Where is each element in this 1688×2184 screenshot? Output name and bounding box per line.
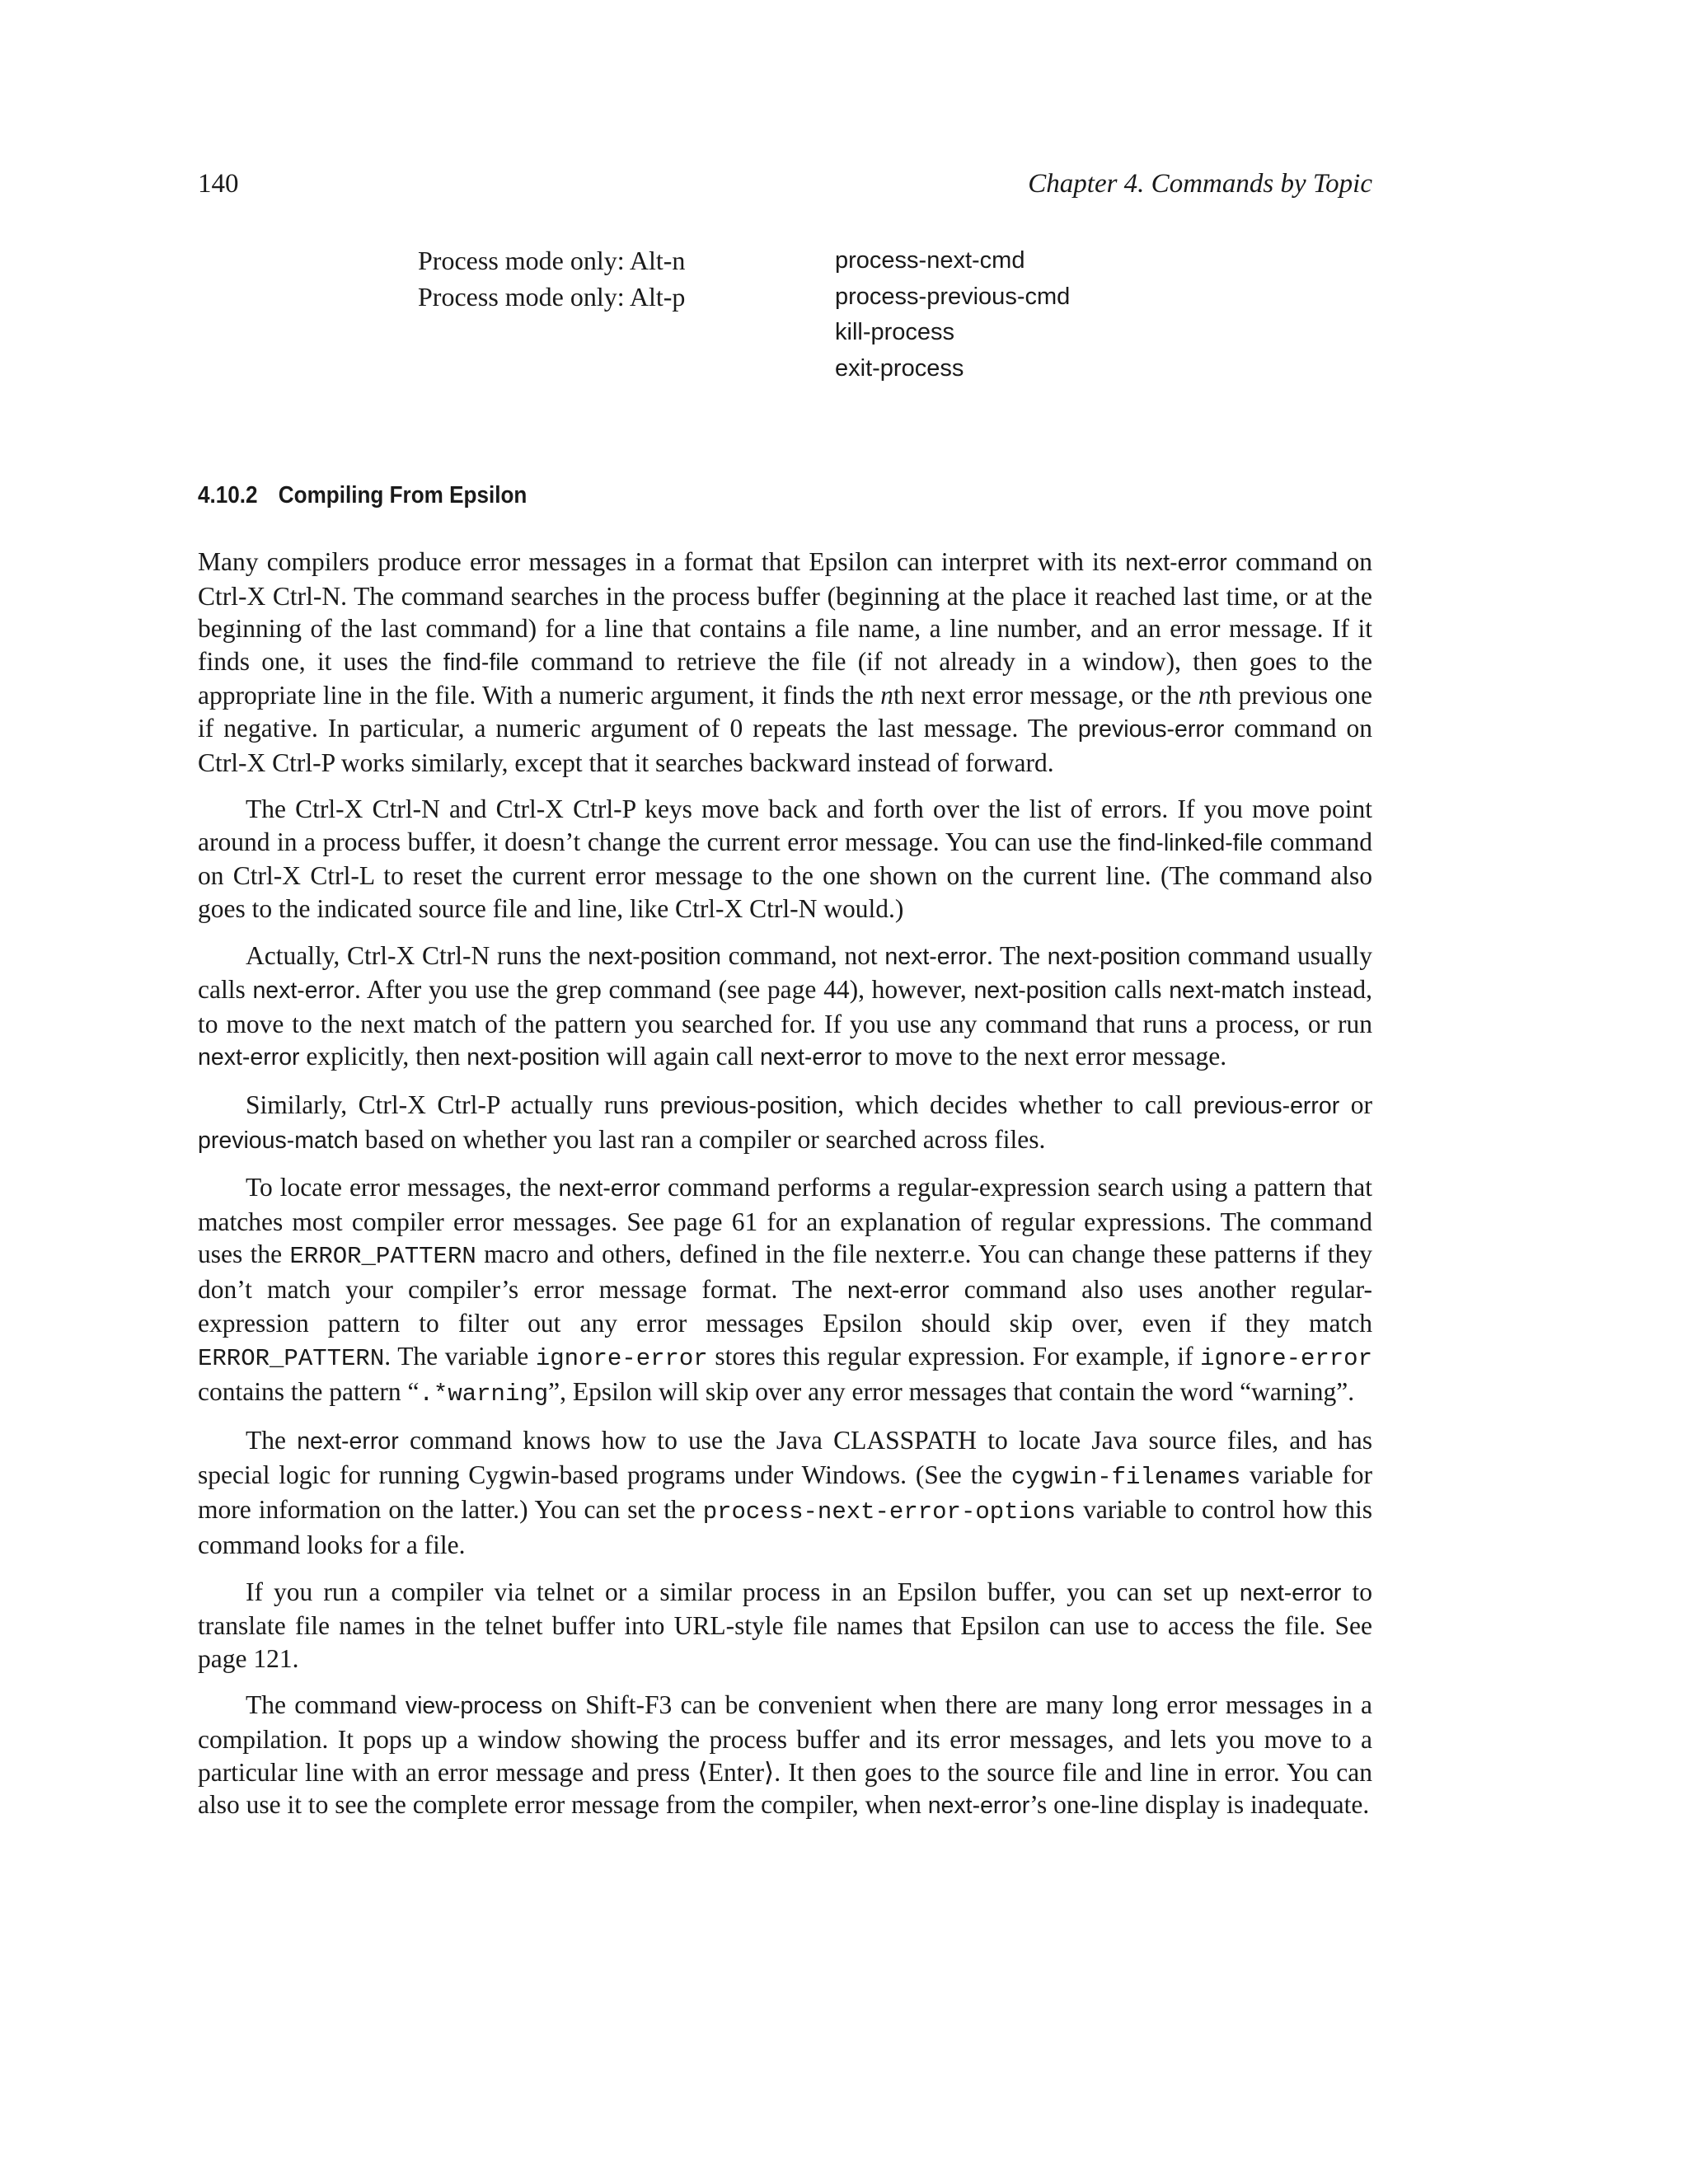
paragraph (198, 793, 1372, 925)
command-name: next-error (252, 977, 354, 1005)
code-term: ignore-error (535, 1345, 708, 1373)
text-run: on Shift-F3 can be convenient when there are many long error messages in a compilation. It pops up a window showing the process buffer and its error messages, and lets you move to a particular line with an error message and press ⟨Enter⟩. It then goes to the source file and line in error. You can also use it to see the complete error message from the compiler, when (198, 1690, 1372, 1820)
key-binding: Process mode only: Alt-p (418, 281, 686, 312)
command-name: find-linked-file (1118, 829, 1264, 856)
key-row (0, 246, 1688, 282)
command-name: find-file (443, 649, 519, 676)
command-name: next-error (558, 1175, 661, 1202)
key-command: process-previous-cmd (835, 283, 1071, 310)
code-term: .*warning (419, 1380, 549, 1408)
text-run: . The (986, 940, 1048, 970)
command-name: next-position (1047, 943, 1181, 970)
text-run: will again call (599, 1042, 760, 1071)
chapter-title: Chapter 4. Commands by Topic (1028, 169, 1372, 199)
text-run: th previous one if negative. In particular, a numeric argument of 0 repeats the last message. The (198, 681, 1372, 743)
text-run: Actually, Ctrl-X Ctrl-N runs the (246, 940, 588, 970)
text-run: The (246, 1426, 298, 1455)
key-binding-table (0, 246, 1688, 389)
code-term: ERROR_PATTERN (198, 1345, 385, 1373)
text-run: stores this regular expression. For example, if (707, 1342, 1201, 1371)
section-number: 4.10.2 (198, 482, 258, 509)
text-run: command to retrieve the file (if not already in a window), then goes to the appropriate line in the file. With a numeric argument, it finds the (198, 646, 1373, 710)
page-number: 140 (198, 169, 239, 199)
text-run: command performs a regular-expression search using a pattern that matches most compiler error messages. See page 61 for an explanation of regular expressions. The command uses the (198, 1173, 1372, 1269)
section-title: Compiling From Epsilon (278, 482, 528, 509)
command-name: next-position (467, 1044, 600, 1071)
command-name: next-error (297, 1428, 399, 1455)
paragraph (198, 1171, 1372, 1410)
key-command: kill-process (835, 319, 955, 345)
italic-text: n (1198, 681, 1212, 710)
text-run: To locate error messages, the (246, 1173, 559, 1202)
code-term: process-next-error-options (702, 1498, 1076, 1526)
command-name: next-error (760, 1044, 862, 1071)
key-row (0, 354, 1688, 390)
code-term: cygwin-filenames (1010, 1463, 1241, 1491)
text-run: variable to control how this command looks for a file. (198, 1495, 1372, 1560)
command-name: previous-error (1193, 1092, 1340, 1119)
text-run: If you run a compiler via telnet or a similar process in an Epsilon buffer, you can set up (246, 1577, 1240, 1606)
text-run: to translate file names in the telnet buffer into URL-style file names that Epsilon can use to access the file. See page 121. (198, 1577, 1372, 1673)
command-name: previous-match (198, 1127, 359, 1154)
key-command: process-next-cmd (835, 247, 1025, 274)
command-name: previous-position (659, 1092, 838, 1119)
text-run: command on Ctrl-X Ctrl-P works similarly, except that it searches backward instead of forward. (198, 713, 1372, 777)
code-term: ERROR_PATTERN (289, 1243, 476, 1271)
text-run: based on whether you last ran a compiler or searched across files. (358, 1124, 1046, 1154)
text-run: th next error message, or the (893, 681, 1198, 710)
text-run: calls (1107, 975, 1170, 1005)
text-run: The Ctrl-X Ctrl-N and Ctrl-X Ctrl-P keys move back and forth over the list of errors. If you move point around in a process buffer, it doesn’t change the current error message. You can use the (198, 794, 1372, 856)
command-name: previous-error (1077, 715, 1225, 743)
key-binding: Process mode only: Alt-n (418, 246, 686, 275)
text-run: Many compilers produce error messages in a format that Epsilon can interpret with its (198, 547, 1126, 576)
section-heading (198, 482, 527, 509)
text-run: explicitly, then (299, 1042, 467, 1071)
text-run: ”, Epsilon will skip over any error messages that contain the word “warning”. (548, 1376, 1355, 1406)
text-run: The command (246, 1690, 406, 1720)
paragraph (198, 1089, 1372, 1157)
command-name: next-position (588, 943, 721, 970)
key-command: exit-process (835, 354, 964, 382)
command-name: next-error (1125, 550, 1227, 576)
text-run: . After you use the grep command (see page 44), however, (354, 975, 974, 1005)
paragraph (198, 940, 1372, 1075)
paragraph (198, 1576, 1372, 1675)
text-run: variable for more information on the latter.) You can set the (198, 1460, 1372, 1525)
text-run: command on Ctrl-X Ctrl-N. The command searches in the process buffer (beginning at the place it reached last time, or at the beginning of the last command) for a line that contains a file name, a line number, and an error message. If it finds one, it uses the (198, 547, 1373, 676)
text-run: macro and others, defined in the file nexterr.e. You can change these patterns if they don’t match your compiler’s error message format. The (198, 1240, 1372, 1304)
text-run: command usually calls (198, 940, 1373, 1005)
command-name: next-error (927, 1793, 1030, 1820)
text-run: instead, to move to the next match of the pattern you searched for. If you use any command that runs a process, or run (198, 975, 1372, 1038)
text-run: contains the pattern “ (198, 1376, 420, 1406)
command-name: next-error (1239, 1579, 1342, 1606)
command-name: next-error (884, 943, 987, 970)
command-name: next-error (198, 1044, 300, 1071)
code-term: ignore-error (1200, 1345, 1372, 1373)
key-row (0, 317, 1688, 354)
italic-text: n (880, 681, 894, 710)
command-name: next-position (973, 977, 1108, 1005)
body-text (198, 546, 1372, 1837)
text-run: to move to the next error message. (861, 1042, 1227, 1071)
key-row (0, 282, 1688, 318)
command-name: next-error (847, 1277, 950, 1304)
text-run: Similarly, Ctrl-X Ctrl-P actually runs (246, 1090, 660, 1119)
command-name: view-process (405, 1693, 543, 1720)
text-run: . The variable (384, 1342, 536, 1371)
command-name: next-match (1169, 977, 1286, 1005)
text-run: command, not (720, 940, 885, 970)
text-run: , which decides whether to call (837, 1090, 1193, 1119)
text-run: command also uses another regular-expression pattern to filter out any error messages Epsilon should skip over, even if they match (198, 1274, 1373, 1338)
text-run: command on Ctrl-X Ctrl-L to reset the current error message to the one shown on the current line. (The command also goes to the indicated source file and line, like Ctrl-X Ctrl-N would.) (198, 827, 1372, 923)
page-header (198, 169, 1372, 210)
paragraph (198, 1424, 1372, 1561)
text-run: or (1339, 1090, 1372, 1119)
text-run: ’s one-line display is inadequate. (1029, 1790, 1370, 1820)
text-run: command knows how to use the Java CLASSPATH to locate Java source files, and has special logic for running Cygwin-based programs under Windows. (See the (198, 1426, 1372, 1489)
paragraph (198, 1689, 1372, 1822)
paragraph (198, 546, 1372, 779)
